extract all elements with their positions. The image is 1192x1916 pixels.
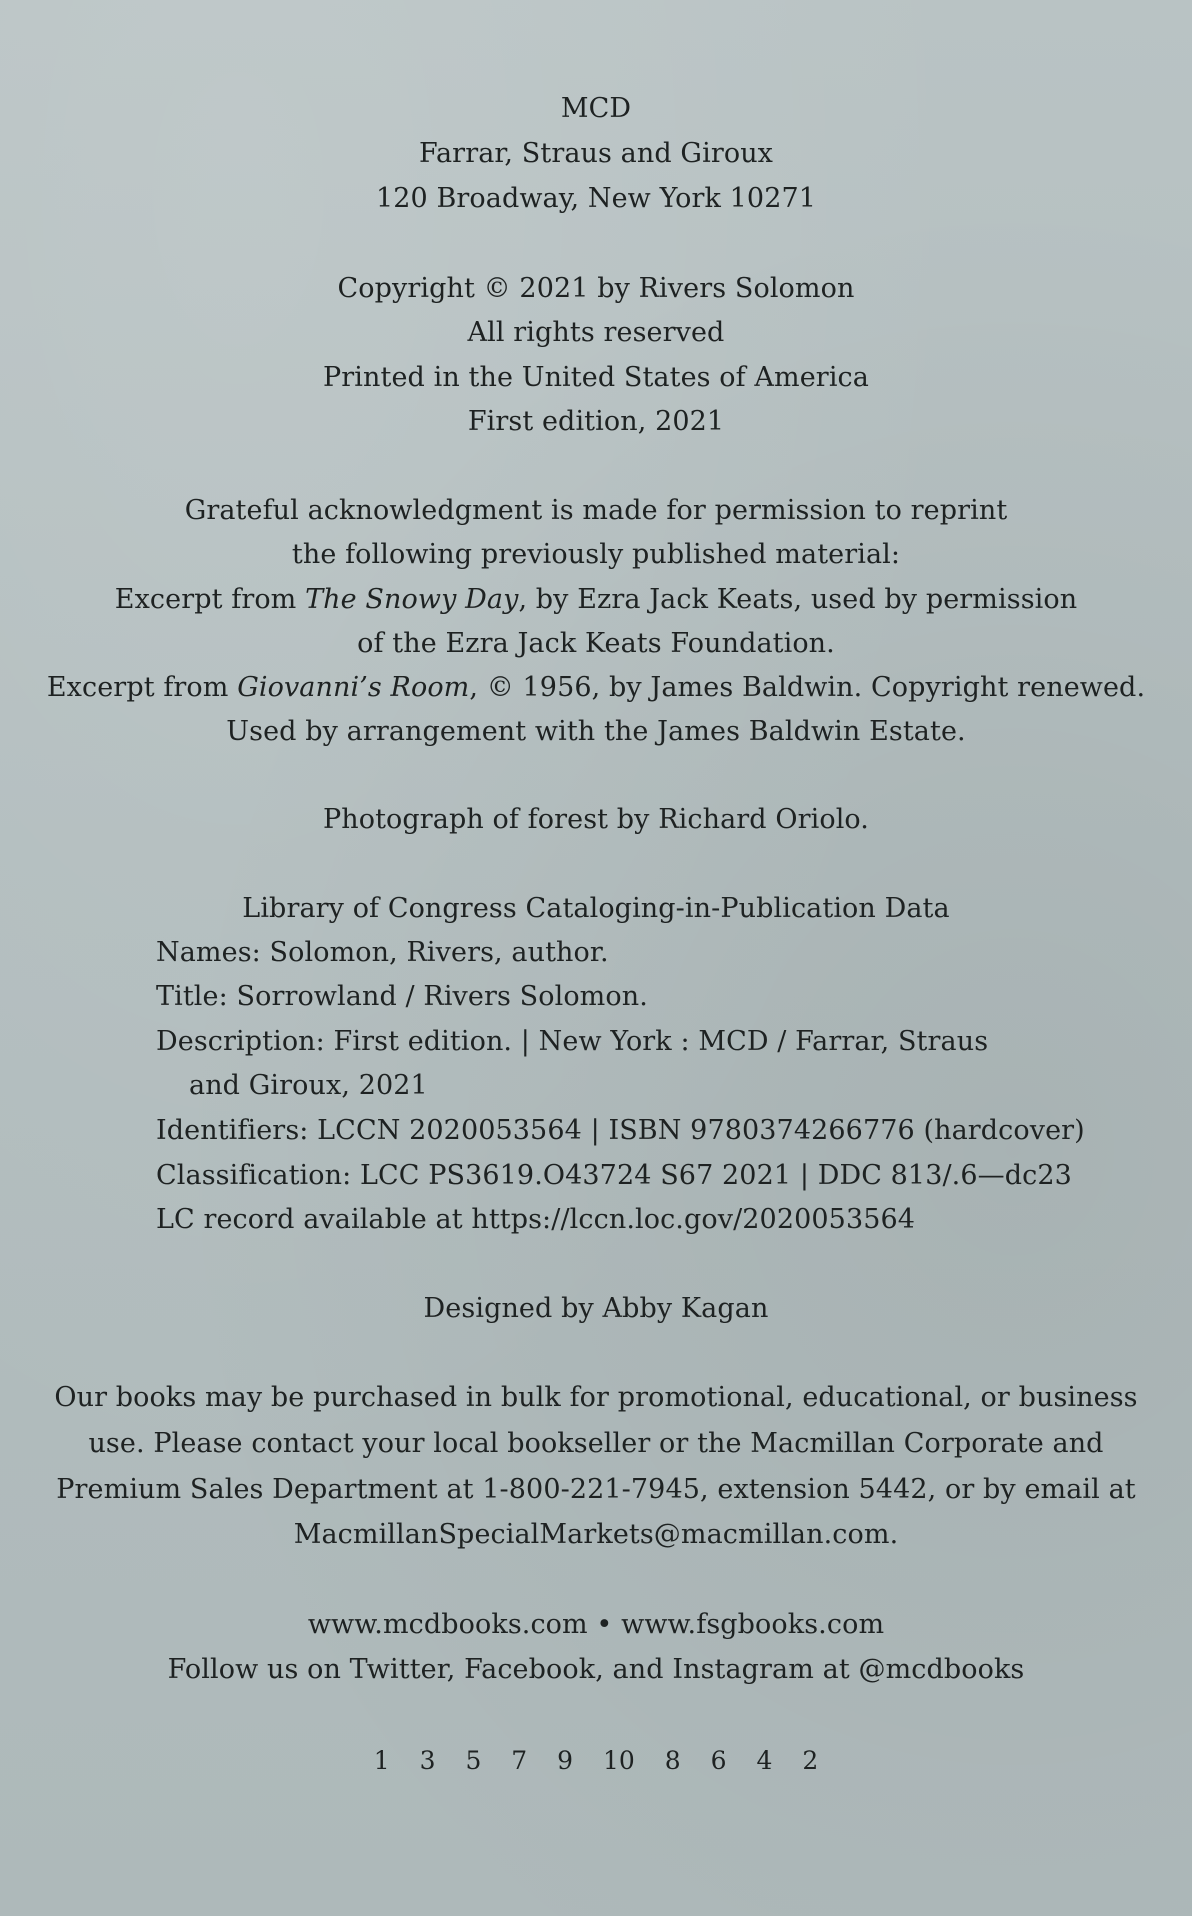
cip-description-continued: and Giroux, 2021 [189,1070,428,1101]
bulk-sales-line-2: use. Please contact your local bookseller or the Macmillan Corporate and [88,1428,1104,1459]
cip-title: Title: Sorrowland / Rivers Solomon. [156,981,648,1012]
edition: First edition, 2021 [467,406,725,437]
excerpt-snowy-day-suffix: , by Ezra Jack Keats, used by permission [518,584,1078,615]
excerpt-snowy-day-line-2: of the Ezra Jack Keats Foundation. [357,628,835,659]
excerpt-snowy-day-prefix: Excerpt from [114,584,306,615]
bulk-sales-line-1: Our books may be purchased in bulk for promotional, educational, or business [54,1382,1138,1413]
excerpt-giovannis-room-line-2: Used by arrangement with the James Baldwin Estate. [226,716,966,747]
publisher-name: Farrar, Straus and Giroux [418,138,774,169]
excerpt-giovannis-room-prefix: Excerpt from [46,672,238,703]
social-media: Follow us on Twitter, Facebook, and Instagram at @mcdbooks [167,1654,1025,1685]
cip-heading: Library of Congress Cataloging-in-Publication Data [242,893,950,924]
designer-credit: Designed by Abby Kagan [423,1293,769,1324]
bulk-sales-line-3: Premium Sales Department at 1-800-221-7945, extension 5442, or by email at [56,1474,1136,1505]
cip-identifiers: Identifiers: LCCN 2020053564 | ISBN 9780374266776 (hardcover) [156,1115,1085,1146]
website-links: www.mcdbooks.com • www.fsgbooks.com [307,1609,885,1640]
cip-lc-record: LC record available at https://lccn.loc.gov/2020053564 [156,1204,916,1235]
printing-line: 1 3 5 7 9 10 8 6 4 2 [373,1746,819,1775]
copyright-notice: Copyright © 2021 by Rivers Solomon [337,273,855,304]
publisher-address: 120 Broadway, New York 10271 [375,183,817,214]
printed-in: Printed in the United States of America [323,362,869,393]
acknowledgment-line-2: the following previously published material: [291,539,901,570]
rights-reserved: All rights reserved [467,317,725,348]
excerpt-giovannis-room-suffix: , © 1956, by James Baldwin. Copyright renewed. [469,672,1146,703]
excerpt-giovannis-room-title: Giovanni’s Room [237,672,470,703]
bulk-sales-email: MacmillanSpecialMarkets@macmillan.com. [293,1519,899,1550]
acknowledgment-line-1: Grateful acknowledgment is made for permission to reprint [184,495,1008,526]
excerpt-snowy-day-title: The Snowy Day [305,584,519,615]
photo-credit: Photograph of forest by Richard Oriolo. [322,804,869,835]
excerpt-snowy-day [0,583,1192,617]
excerpt-giovannis-room [0,671,1192,705]
imprint-name: MCD [560,93,632,124]
cip-classification: Classification: LCC PS3619.O43724 S67 2021 | DDC 813/.6—dc23 [156,1160,1072,1191]
cip-names: Names: Solomon, Rivers, author. [156,937,609,968]
cip-description: Description: First edition. | New York : MCD / Farrar, Straus [156,1026,989,1057]
